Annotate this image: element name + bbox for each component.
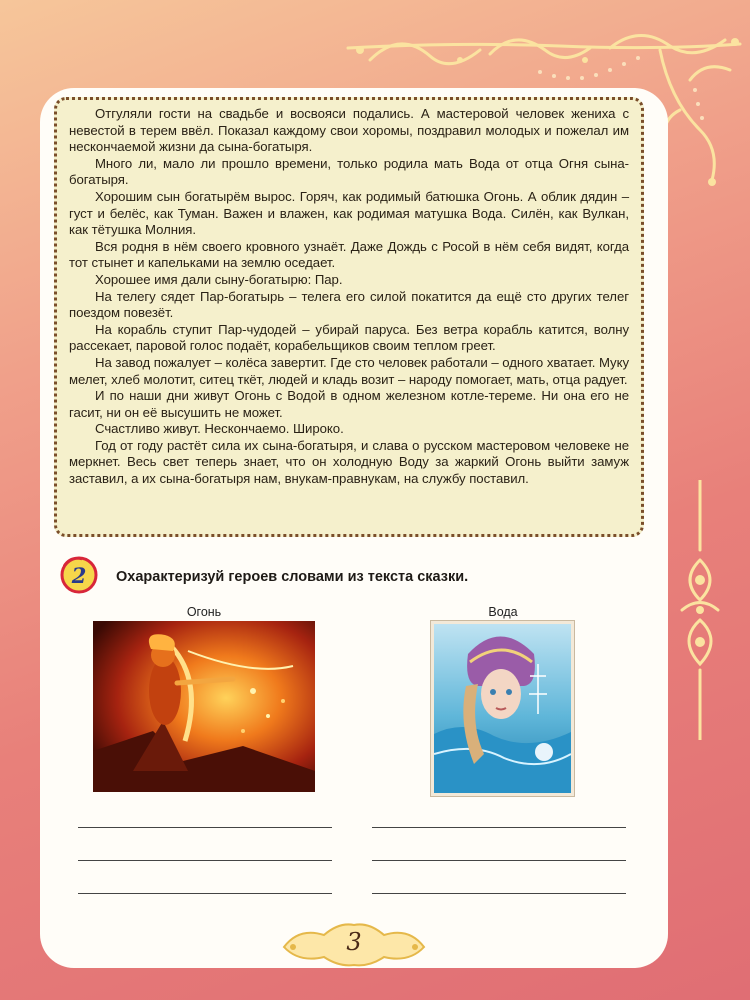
task-2	[60, 552, 620, 598]
story-paragraph: Отгуляли гости на свадьбе и восвояси подались. А мастеровой человек жениха с невестой в терем ввёл. Показал каждому свои хоромы, поздравил молодых и пожелал им нескончаемой жизни да сына-богатыря.	[69, 106, 629, 155]
water-caption: Вода	[488, 605, 518, 619]
story-paragraph: Год от году растёт сила их сына-богатыря, и слава о русском мастеровом человеке не меркнет. Весь свет теперь знает, что он холодную Воду за жаркий Огонь выйти замуж заставил, а их сына-богатыря нам, внукам-правнукам, на службу поставил.	[69, 437, 629, 487]
story-paragraph: Вся родня в нём своего кровного узнаёт. Даже Дождь с Росой в нём себя видят, когда тот стынет и капельками на землю оседает.	[69, 238, 629, 271]
story-text-box	[54, 97, 644, 537]
story-paragraph: Хорошим сын богатырём вырос. Горяч, как родимый батюшка Огонь. А облик дядин – густ и белёс, как Туман. Важен и влажен, как родимая матушка Вода. Силён, как Вулкан, как тётушка Молния.	[69, 188, 629, 238]
fire-answer-line[interactable]	[78, 860, 332, 861]
water-answer-line[interactable]	[372, 860, 626, 861]
story-paragraph: На телегу сядет Пар-богатырь – телега его силой покатится да ещё сто других телег поездом повезёт.	[69, 288, 629, 321]
task-number-badge	[60, 556, 98, 594]
water-answer-line[interactable]	[372, 893, 626, 894]
fire-hero-image	[93, 621, 315, 792]
story-paragraph: Счастливо живут. Нескончаемо. Широко.	[95, 421, 344, 437]
page-number: 3	[346, 928, 362, 956]
story-paragraph: Хорошее имя дали сыну-богатырю: Пар.	[95, 271, 343, 287]
fire-answer-line[interactable]	[78, 827, 332, 828]
water-hero-image	[431, 621, 574, 796]
side-ornament	[670, 480, 730, 740]
story-paragraph: И по наши дни живут Огонь с Водой в одном железном котле-тереме. Ни она его не гасит, ни он её высушить не может.	[69, 388, 629, 420]
task-instruction: Охарактеризуй героев словами из текста сказки.	[116, 569, 469, 585]
fire-answer-line[interactable]	[78, 893, 332, 894]
water-answer-line[interactable]	[372, 827, 626, 828]
story-paragraph: Много ли, мало ли прошло времени, только родила мать Вода от отца Огня сына-богатыря.	[69, 155, 629, 188]
story-paragraph: На завод пожалует – колёса завертит. Где сто человек работали – одного хватает. Муку мелет, хлеб молотит, ситец ткёт, людей и кладь возит – народу помогает, мать, отца радует.	[69, 354, 629, 387]
fire-caption: Огонь	[186, 605, 222, 619]
story-paragraph: На корабль ступит Пар-чудодей – убирай паруса. Без ветра корабль катится, волну рассекает, паровой голос подаёт, корабельщиков своим теплом греет.	[69, 321, 629, 354]
task-number: 2	[71, 563, 87, 588]
